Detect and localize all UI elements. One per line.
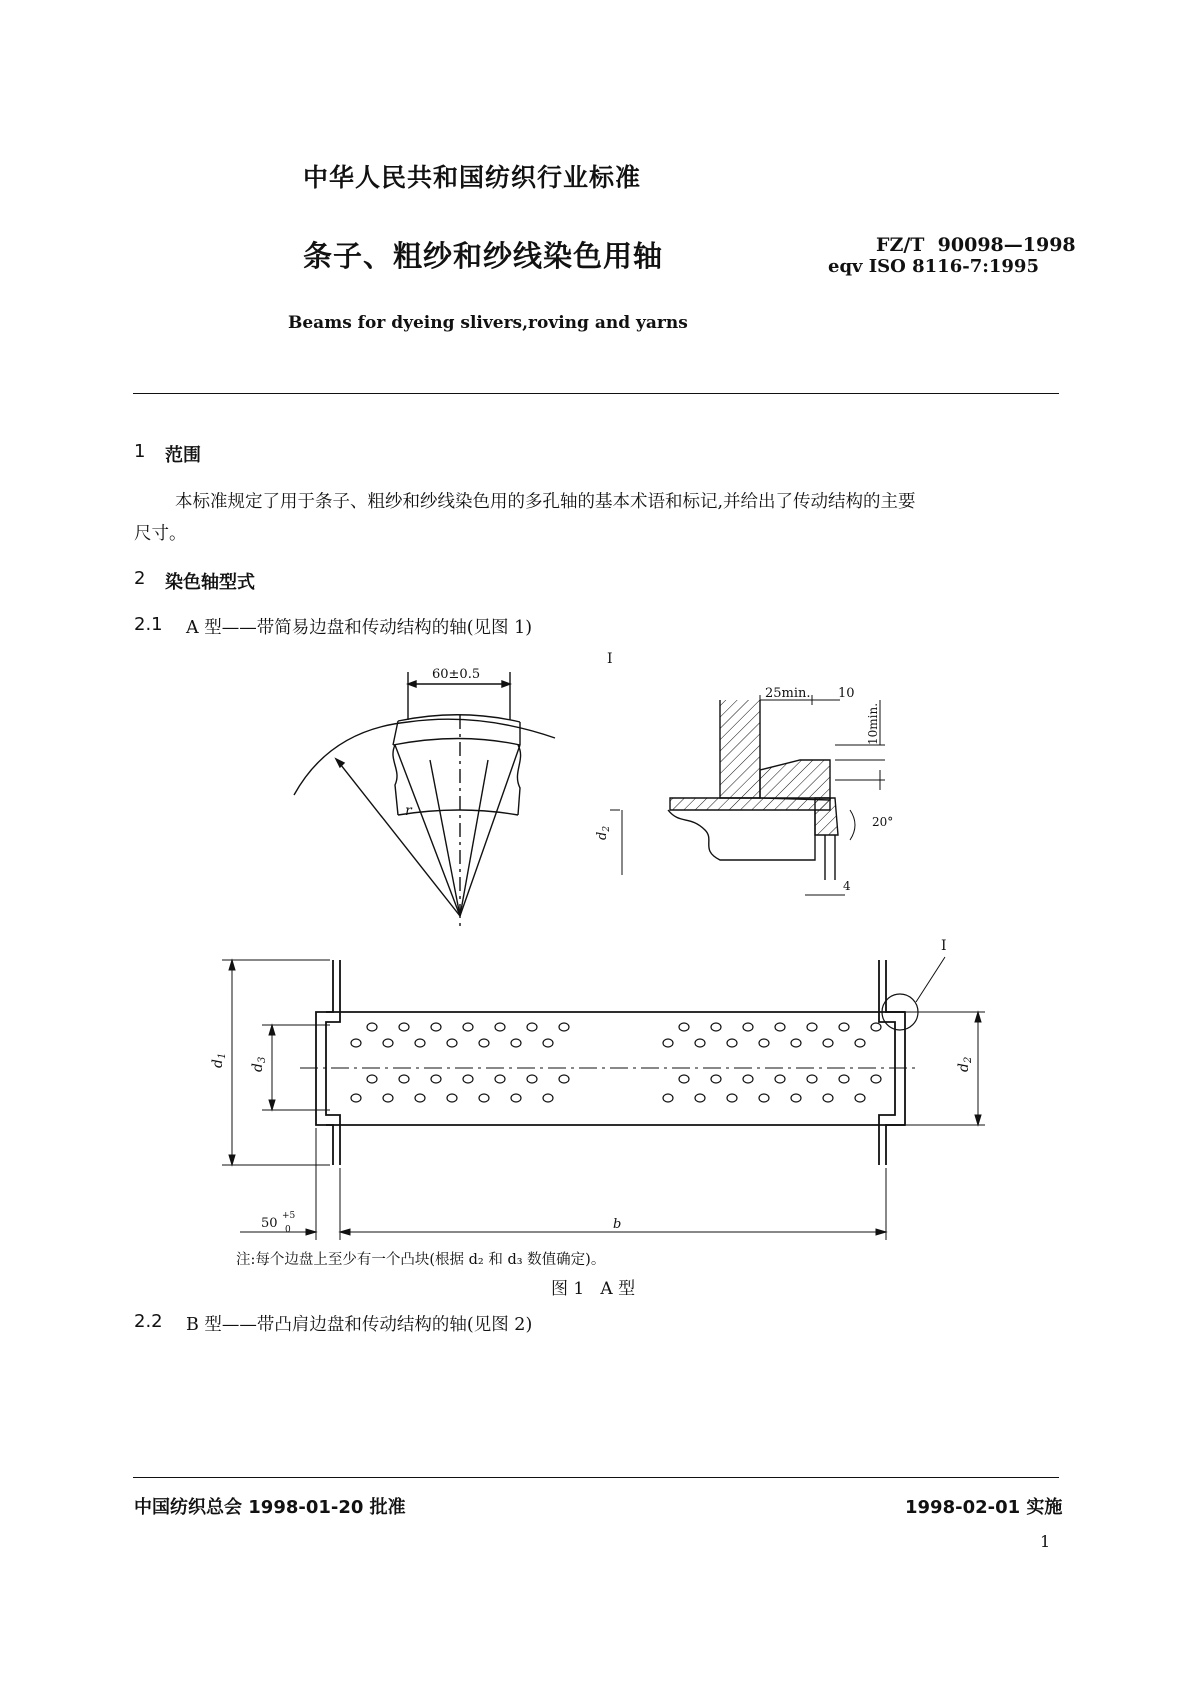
detail-d2-label: $d_2$ bbox=[595, 825, 612, 840]
d1-label: $d_1$ bbox=[210, 1052, 228, 1068]
english-title: Beams for dyeing slivers,roving and yarns bbox=[288, 313, 688, 333]
subsection-2-1-text: A 型——带简易边盘和传动结构的轴(见图 1) bbox=[186, 618, 533, 638]
beam-main-view bbox=[300, 957, 945, 1165]
page-number: 1 bbox=[1040, 1532, 1051, 1551]
detail-i-view bbox=[610, 695, 885, 895]
doc-title: 条子、粗纱和纱线染色用轴 bbox=[303, 239, 664, 273]
len-50-tol-lower: 0 bbox=[285, 1225, 291, 1235]
detail-i-callout: I bbox=[941, 938, 947, 954]
detail-angle-label: 20° bbox=[872, 815, 894, 829]
width-dim-label: 60±0.5 bbox=[432, 667, 481, 682]
detail-4-label: 4 bbox=[843, 879, 851, 893]
detail-10min-label: 10min. bbox=[866, 702, 880, 745]
section-1-number: 1 bbox=[134, 441, 146, 462]
section-2-number: 2 bbox=[134, 568, 146, 589]
section-1-title: 范围 bbox=[165, 445, 201, 466]
beam-holes-right bbox=[663, 1023, 881, 1102]
d3-label: $d_3$ bbox=[250, 1056, 268, 1072]
footer-divider bbox=[133, 1477, 1059, 1478]
radius-label: r bbox=[405, 803, 412, 819]
detail-i-mark: I bbox=[607, 651, 613, 667]
approval-text: 中国纺织总会 1998-01-20 批准 bbox=[134, 1497, 406, 1518]
standard-number: FZ/T 90098—1998 bbox=[876, 234, 1076, 256]
detail-10-label: 10 bbox=[838, 686, 855, 701]
figure-note: 注:每个边盘上至少有一个凸块(根据 d₂ 和 d₃ 数值确定)。 bbox=[236, 1252, 606, 1268]
scope-paragraph-line2: 尺寸。 bbox=[134, 524, 187, 544]
len-50-tol-upper: +5 bbox=[282, 1211, 296, 1221]
subsection-2-1-number: 2.1 bbox=[134, 614, 163, 635]
detail-25min-label: 25min. bbox=[765, 686, 811, 701]
len-b-label: b bbox=[613, 1217, 622, 1232]
subsection-2-2-number: 2.2 bbox=[134, 1311, 163, 1332]
scope-paragraph-line1: 本标准规定了用于条子、粗纱和纱线染色用的多孔轴的基本术语和标记,并给出了传动结构的主要 bbox=[175, 492, 916, 512]
sector-view bbox=[294, 672, 555, 930]
equivalent-standard: eqv ISO 8116-7:1995 bbox=[828, 256, 1039, 277]
len-50-label: 50 bbox=[261, 1216, 278, 1231]
section-2-title: 染色轴型式 bbox=[165, 572, 255, 593]
beam-holes-left bbox=[351, 1023, 569, 1102]
beam-dimensions bbox=[222, 960, 985, 1240]
implementation-text: 1998-02-01 实施 bbox=[905, 1497, 1063, 1518]
d2-label: $d_2$ bbox=[956, 1056, 974, 1072]
figure-caption: 图 1 A 型 bbox=[551, 1279, 636, 1299]
subsection-2-2-text: B 型——带凸肩边盘和传动结构的轴(见图 2) bbox=[186, 1315, 533, 1335]
org-title: 中华人民共和国纺织行业标准 bbox=[303, 163, 642, 192]
